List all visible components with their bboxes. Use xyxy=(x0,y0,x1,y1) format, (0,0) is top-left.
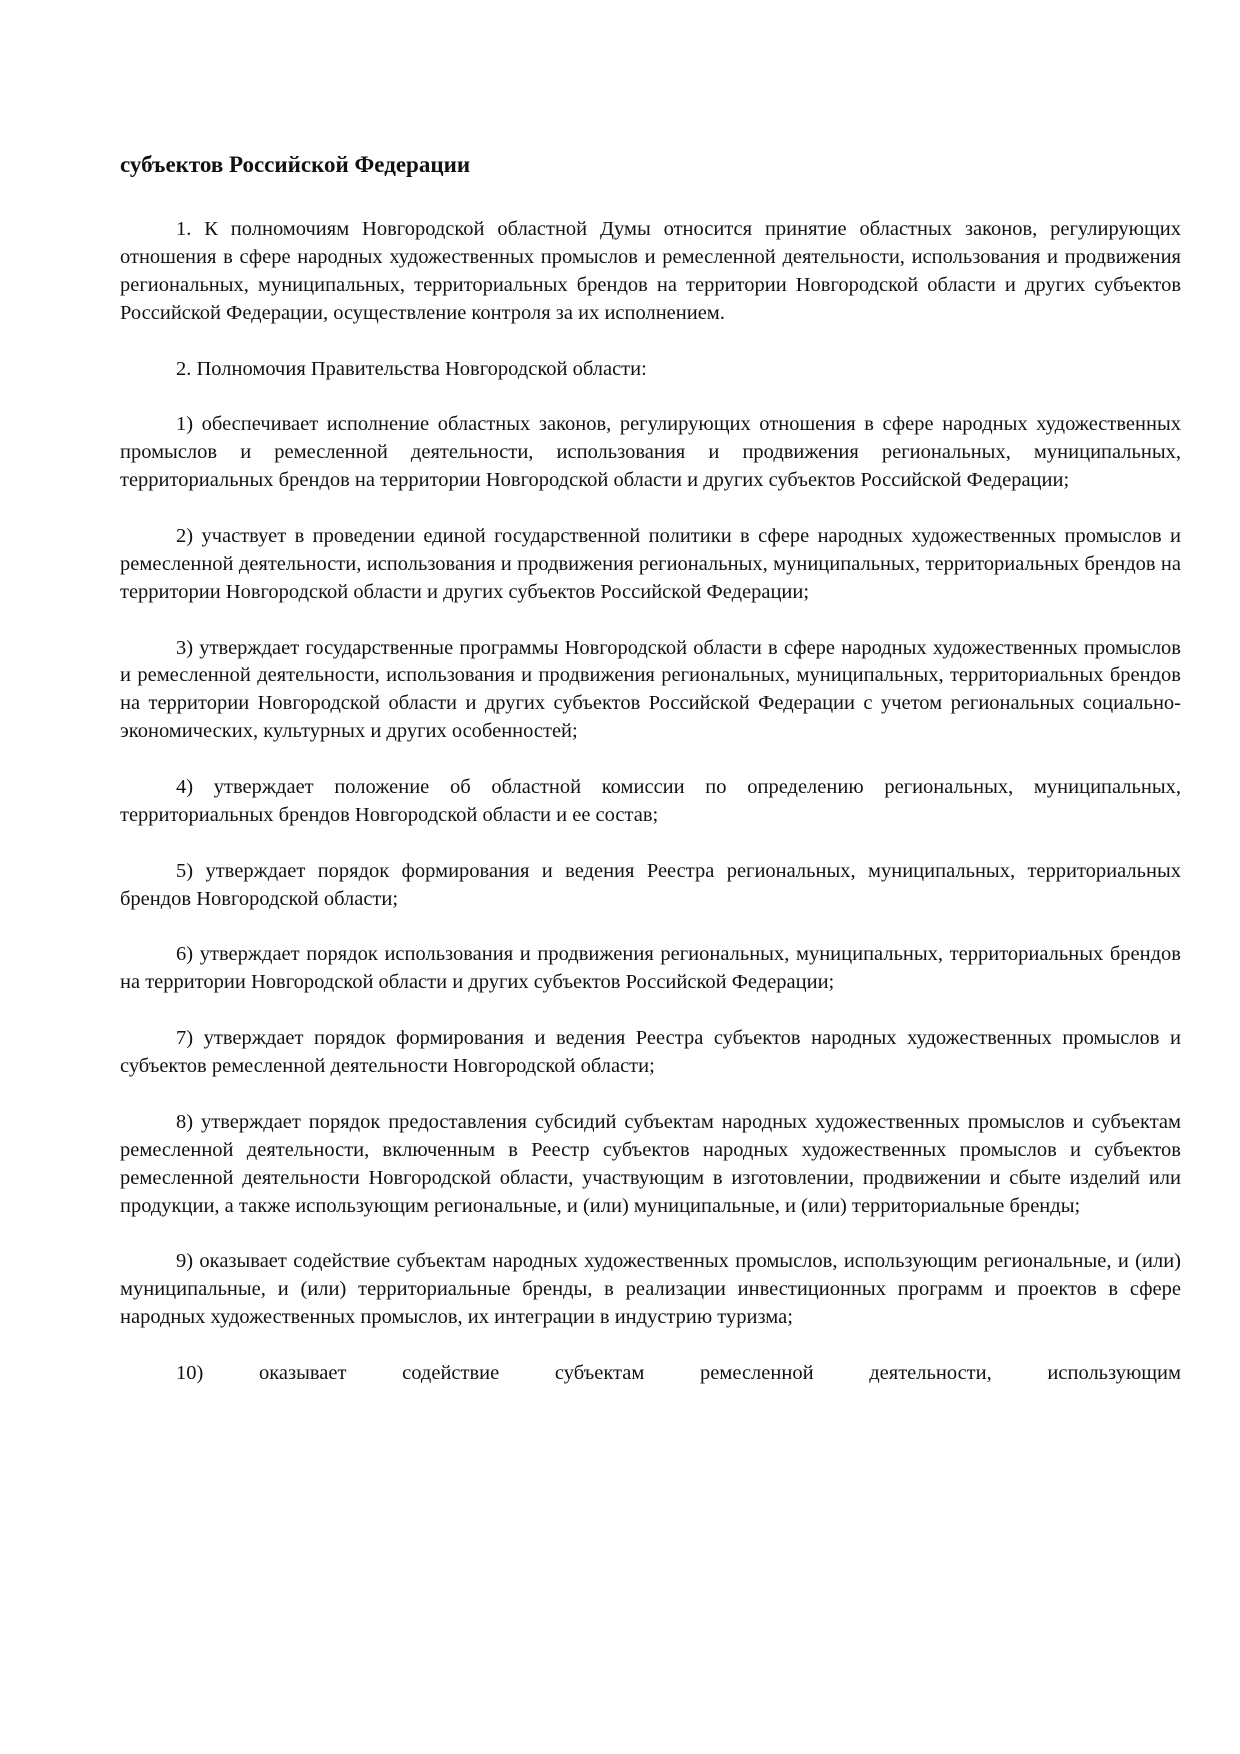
list-item-8: 8) утверждает порядок предоставления субсидий субъектам народных художественных промыслов и субъектам ремесленной деятельности, включенным в Реестр субъектов народных художественных промыслов и субъектов ремесленной деятельности Новгородской области, участвующим в изготовлении, продвижении и сбыте изделий или продукции, а также использующим региональные, и (или) муниципальные, и (или) территориальные бренды; xyxy=(120,1110,1181,1217)
list-item-9: 9) оказывает содействие субъектам народных художественных промыслов, использующим региональные, и (или) муниципальные, и (или) территориальные бренды, в реализации инвестиционных программ и проектов в сфере народных художественных промыслов, их интеграции в индустрию туризма; xyxy=(120,1250,1181,1329)
section-heading: субъектов Российской Федерации xyxy=(120,152,471,177)
list-item-2: 2) участвует в проведении единой государственной политики в сфере народных художественных промыслов и ремесленной деятельности, использования и продвижения региональных, муниципальных, территориальных брендов на территории Новгородской области и других субъектов Российской Федерации; xyxy=(120,524,1181,603)
list-item-1: 1) обеспечивает исполнение областных законов, регулирующих отношения в сфере народных художественных промыслов и ремесленной деятельности, использования и продвижения региональных, муниципальных, территориальных брендов на территории Новгородской области и других субъектов Российской Федерации; xyxy=(120,413,1181,492)
list-item-4: 4) утверждает положение об областной комиссии по определению региональных, муниципальных, территориальных брендов Новгородской области и ее состав; xyxy=(120,776,1181,826)
list-item-6: 6) утверждает порядок использования и продвижения региональных, муниципальных, территориальных брендов на территории Новгородской области и других субъектов Российской Федерации; xyxy=(120,943,1181,994)
paragraph-2: 2. Полномочия Правительства Новгородской области: xyxy=(176,357,647,380)
list-item-7: 7) утверждает порядок формирования и ведения Реестра субъектов народных художественных промыслов и субъектов ремесленной деятельности Новгородской области; xyxy=(120,1027,1181,1078)
list-item-5: 5) утверждает порядок формирования и ведения Реестра региональных, муниципальных, территориальных брендов Новгородской области; xyxy=(120,859,1181,910)
list-item-10: 10) оказывает содействие субъектам ремесленной деятельности, использующим xyxy=(176,1361,1181,1384)
list-item-3: 3) утверждает государственные программы Новгородской области в сфере народных художественных промыслов и ремесленной деятельности, использования и продвижения региональных, муниципальных, территориальных брендов на территории Новгородской области и других субъектов Российской Федерации с учетом региональных социально-экономических, культурных и других особенностей; xyxy=(120,636,1181,743)
paragraph-1: 1. К полномочиям Новгородской областной Думы относится принятие областных законов, регулирующих отношения в сфере народных художественных промыслов и ремесленной деятельности, использования и продвижения региональных, муниципальных, территориальных брендов на территории Новгородской области и других субъектов Российской Федерации, осуществление контроля за их исполнением. xyxy=(120,218,1181,324)
document-body xyxy=(120,216,1181,1416)
